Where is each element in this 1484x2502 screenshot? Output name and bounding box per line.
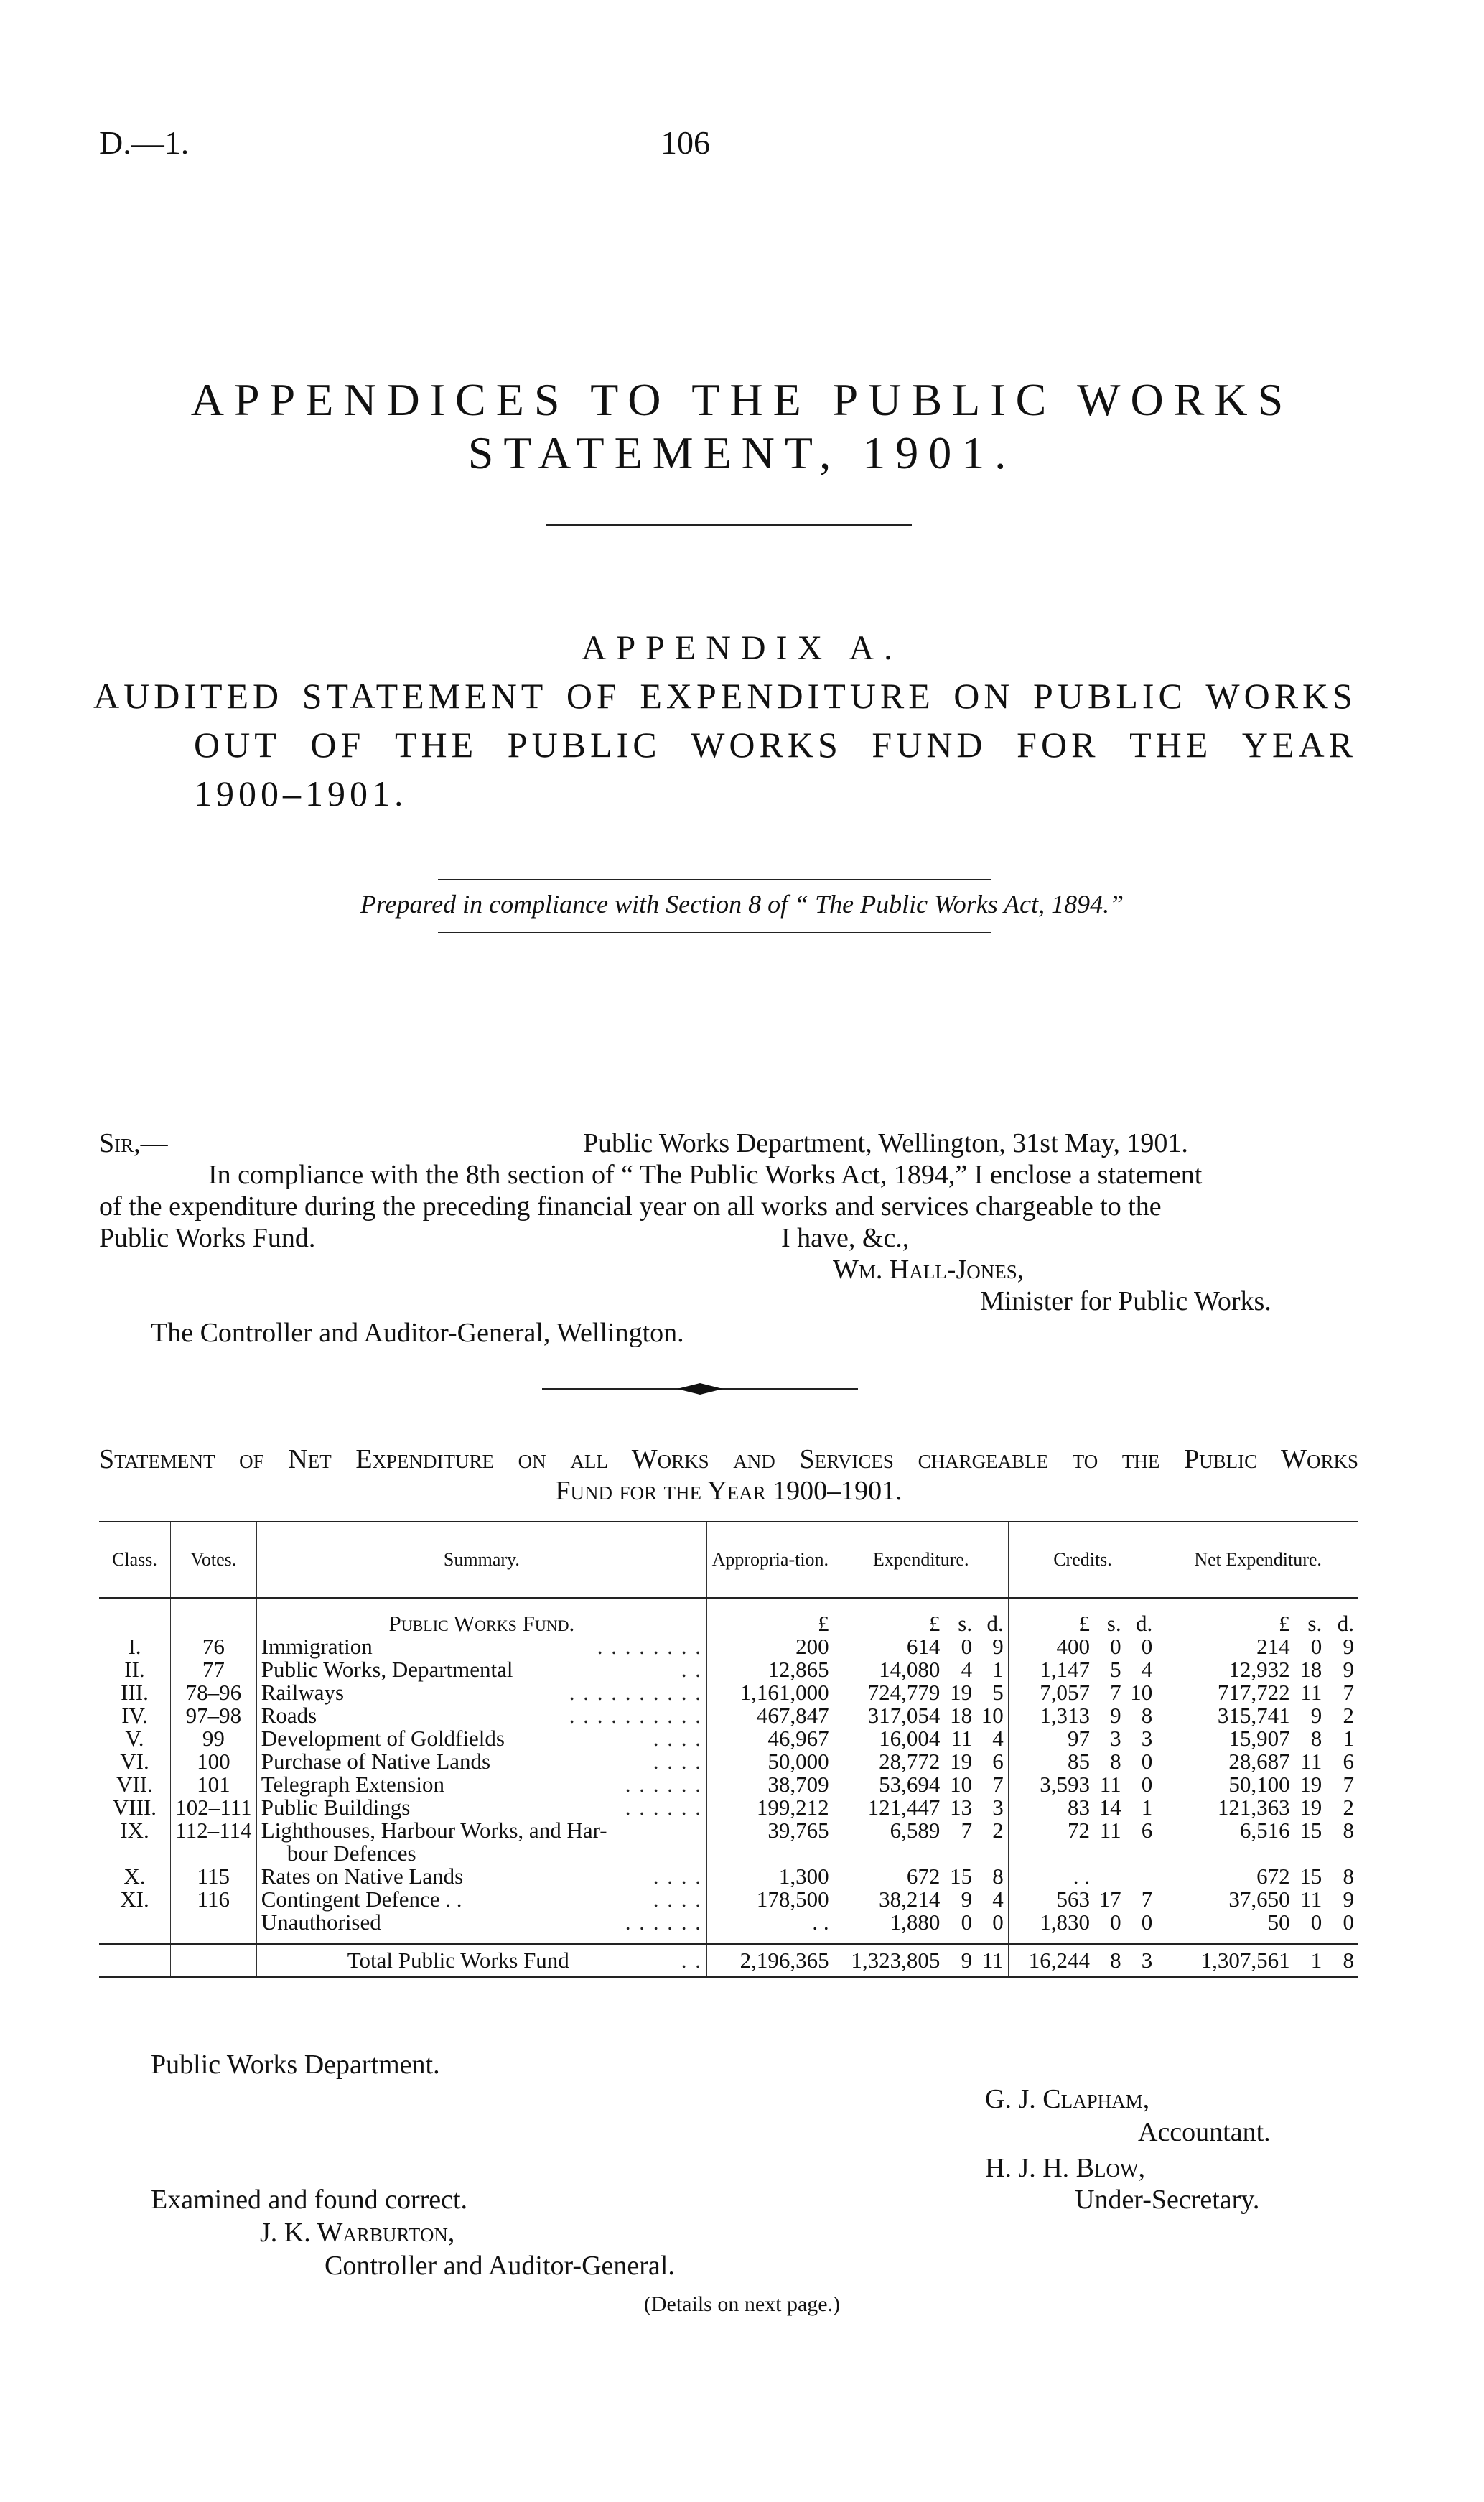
- prepared-rule-top: [438, 879, 991, 880]
- accountant-name: G. J. Clapham,: [985, 2084, 1150, 2114]
- row-credit-pounds: 1,830: [1008, 1911, 1094, 1934]
- total-label: Total Public Works Fund: [347, 1948, 569, 1973]
- row-votes: 76: [170, 1635, 256, 1658]
- row-summary-text: Lighthouses, Harbour Works, and Har-: [261, 1818, 607, 1843]
- row-exp-shillings: 10: [950, 1772, 973, 1797]
- row-net-pounds: 6,516: [1157, 1819, 1294, 1865]
- row-net-shillings: 11: [1300, 1749, 1322, 1774]
- row-exp-shillings: 0: [961, 1910, 973, 1935]
- row-net-pence: 9: [1343, 1887, 1354, 1912]
- statement-title: Statement of Net Expenditure on all Works and Services chargeable to the Public Works Fund for the Year 1900–1901.: [99, 1444, 1358, 1506]
- row-appropriation: 46,967: [707, 1727, 834, 1750]
- table-row: [99, 1750, 1358, 1773]
- section-title: Public Works Fund.: [256, 1612, 706, 1635]
- row-credit-shillings: 17: [1098, 1887, 1121, 1912]
- row-exp-shillings: 18: [950, 1703, 973, 1728]
- row-class: X.: [123, 1864, 146, 1889]
- prepared-note: Prepared in compliance with Section 8 of “ The Public Works Act, 1894.”: [360, 890, 1124, 919]
- letter-body-line-2: of the expenditure during the preceding financial year on all works and services chargeable to the: [99, 1191, 1162, 1222]
- row-summary-text: Purchase of Native Lands: [261, 1749, 491, 1774]
- row-exp-pence: 1: [992, 1657, 1004, 1682]
- letter-salutation: Sir,—: [99, 1128, 168, 1158]
- row-net-pounds: 50: [1157, 1911, 1294, 1934]
- row-exp-pounds: 614: [834, 1635, 944, 1658]
- row-net-pence: 6: [1343, 1749, 1354, 1774]
- row-exp-pence: 8: [992, 1864, 1004, 1889]
- row-summary: [256, 1888, 706, 1911]
- row-class: III.: [121, 1680, 149, 1705]
- row-net-pounds: 28,687: [1157, 1750, 1294, 1773]
- appendix-heading-line-2: OUT OF THE PUBLIC WORKS FUND FOR THE YEAR: [194, 725, 1357, 765]
- total-exp-pence: 11: [976, 1944, 1008, 1978]
- table-header-row: [99, 1522, 1358, 1598]
- row-net-pence: 0: [1343, 1910, 1354, 1935]
- row-votes: 78–96: [170, 1681, 256, 1704]
- row-exp-pounds: 14,080: [834, 1658, 944, 1681]
- row-class: VIII.: [112, 1795, 157, 1820]
- row-summary: [256, 1911, 706, 1934]
- row-net-shillings: 0: [1310, 1634, 1322, 1659]
- row-credit-shillings: [1094, 1865, 1126, 1888]
- row-class: I.: [128, 1634, 141, 1659]
- row-net-shillings: 8: [1310, 1726, 1322, 1751]
- col-expenditure: Expenditure.: [834, 1522, 1008, 1598]
- table-row: [99, 1773, 1358, 1796]
- page-title: APPENDICES TO THE PUBLIC WORKS STATEMENT, 1901.: [190, 374, 1294, 478]
- row-exp-pounds: 724,779: [834, 1681, 944, 1704]
- row-appropriation: 1,300: [707, 1865, 834, 1888]
- row-votes: 99: [170, 1727, 256, 1750]
- row-credit-pounds: 1,313: [1008, 1704, 1094, 1727]
- row-leader-dots: . . . . . . . . . .: [569, 1703, 703, 1728]
- row-credit-shillings: 11: [1099, 1818, 1121, 1843]
- row-net-pence: 7: [1343, 1772, 1354, 1797]
- row-appropriation: 38,709: [707, 1773, 834, 1796]
- row-credit-pence: 1: [1141, 1795, 1153, 1820]
- row-exp-shillings: 11: [951, 1726, 973, 1751]
- continuation-note: (Details on next page.): [643, 2292, 841, 2316]
- total-credit-pounds: 16,244: [1008, 1944, 1094, 1978]
- row-appropriation: 467,847: [707, 1704, 834, 1727]
- row-credit-shillings: 9: [1110, 1703, 1121, 1728]
- ornament-divider: [542, 1380, 858, 1398]
- row-net-pence: 7: [1343, 1680, 1354, 1705]
- col-summary: Summary.: [256, 1522, 706, 1598]
- row-summary: [256, 1750, 706, 1773]
- row-leader-dots: . .: [681, 1657, 703, 1682]
- row-credit-shillings: 5: [1110, 1657, 1121, 1682]
- row-exp-pounds: 16,004: [834, 1727, 944, 1750]
- row-net-pounds: 717,722: [1157, 1681, 1294, 1704]
- row-exp-pounds: 672: [834, 1865, 944, 1888]
- examined-note: Examined and found correct.: [151, 2185, 468, 2215]
- auditor-title: Controller and Auditor-General.: [325, 2251, 675, 2281]
- row-summary: [256, 1704, 706, 1727]
- row-exp-shillings: 4: [961, 1657, 973, 1682]
- row-credit-pounds: 7,057: [1008, 1681, 1094, 1704]
- row-credit-pounds: 85: [1008, 1750, 1094, 1773]
- col-net-expenditure: Net Expenditure.: [1157, 1522, 1358, 1598]
- row-credit-pence: 3: [1141, 1726, 1153, 1751]
- row-credit-pounds: 1,147: [1008, 1658, 1094, 1681]
- row-summary-text: Unauthorised: [261, 1910, 381, 1935]
- row-votes: 101: [170, 1773, 256, 1796]
- row-net-pounds: 15,907: [1157, 1727, 1294, 1750]
- row-appropriation: 12,865: [707, 1658, 834, 1681]
- currency-header-row: Public Works Fund. £ £ s. d. £ s. d. £ s. d.: [99, 1612, 1358, 1635]
- row-summary: [256, 1796, 706, 1819]
- row-class: VI.: [120, 1749, 149, 1774]
- row-summary: [256, 1658, 706, 1681]
- row-credit-shillings: 0: [1110, 1910, 1121, 1935]
- row-exp-pence: 6: [992, 1749, 1004, 1774]
- row-exp-pence: 2: [992, 1818, 1004, 1843]
- row-votes: 102–111: [170, 1796, 256, 1819]
- row-net-pence: 8: [1343, 1864, 1354, 1889]
- letter-signer: Wm. Hall-Jones,: [833, 1255, 1025, 1285]
- row-exp-pence: 9: [992, 1634, 1004, 1659]
- total-net-shillings: 1: [1294, 1944, 1327, 1978]
- letter-body-line-1: In compliance with the 8th section of “ The Public Works Act, 1894,” I enclose a statement: [208, 1160, 1203, 1190]
- row-credit-shillings: 14: [1098, 1795, 1121, 1820]
- row-net-pounds: 12,932: [1157, 1658, 1294, 1681]
- row-summary-text: Public Buildings: [261, 1795, 411, 1820]
- row-net-shillings: 0: [1310, 1910, 1322, 1935]
- row-votes: 116: [170, 1888, 256, 1911]
- total-exp-shillings: 9: [944, 1944, 976, 1978]
- row-votes: 97–98: [170, 1704, 256, 1727]
- row-net-pence: 1: [1343, 1726, 1354, 1751]
- row-leader-dots: . . . . . . . . . .: [569, 1680, 703, 1705]
- row-exp-pence: 5: [992, 1680, 1004, 1705]
- table-row: [99, 1796, 1358, 1819]
- row-summary-continued: bour Defences: [286, 1841, 416, 1866]
- row-summary: [256, 1681, 706, 1704]
- row-class: IV.: [121, 1703, 148, 1728]
- row-exp-pounds: 6,589: [834, 1819, 944, 1865]
- row-votes: 77: [170, 1658, 256, 1681]
- row-credit-pence: 8: [1141, 1703, 1153, 1728]
- row-class: [99, 1911, 170, 1934]
- prepared-rule-bottom: [438, 932, 991, 933]
- row-exp-shillings: 19: [950, 1749, 973, 1774]
- table-row: [99, 1865, 1358, 1888]
- row-appropriation: 200: [707, 1635, 834, 1658]
- row-votes: 115: [170, 1865, 256, 1888]
- appendix-label: APPENDIX A.: [581, 629, 903, 667]
- row-credit-pence: 0: [1141, 1772, 1153, 1797]
- row-votes: [170, 1911, 256, 1934]
- row-exp-pounds: 1,880: [834, 1911, 944, 1934]
- row-exp-shillings: 15: [950, 1864, 973, 1889]
- row-summary: [256, 1727, 706, 1750]
- total-appropriation: 2,196,365: [707, 1944, 834, 1978]
- row-summary-text: Development of Goldfields: [261, 1726, 505, 1751]
- row-net-pounds: 50,100: [1157, 1773, 1294, 1796]
- row-class: XI.: [120, 1887, 149, 1912]
- row-summary-text: Railways: [261, 1680, 345, 1705]
- table-row: [99, 1681, 1358, 1704]
- row-credit-shillings: 0: [1110, 1634, 1121, 1659]
- letter-signer-title: Minister for Public Works.: [980, 1286, 1271, 1316]
- row-net-pounds: 315,741: [1157, 1704, 1294, 1727]
- col-appropriation: Appropria-tion.: [707, 1522, 834, 1598]
- row-votes: 100: [170, 1750, 256, 1773]
- row-net-pounds: 214: [1157, 1635, 1294, 1658]
- row-appropriation: 178,500: [707, 1888, 834, 1911]
- row-credit-pence: 6: [1141, 1818, 1153, 1843]
- col-credits: Credits.: [1008, 1522, 1157, 1598]
- undersecretary-title: Under-Secretary.: [1075, 2185, 1260, 2215]
- row-credit-pounds: 400: [1008, 1635, 1094, 1658]
- row-exp-pounds: 38,214: [834, 1888, 944, 1911]
- row-credit-pence: 7: [1141, 1887, 1153, 1912]
- row-leader-dots: . . . .: [653, 1749, 703, 1774]
- table-row: [99, 1819, 1358, 1865]
- row-exp-pounds: 53,694: [834, 1773, 944, 1796]
- row-credit-shillings: 11: [1099, 1772, 1121, 1797]
- letter-body-line-3: Public Works Fund.: [99, 1223, 316, 1253]
- undersecretary-name: H. J. H. Blow,: [985, 2153, 1145, 2183]
- total-credit-shillings: 8: [1094, 1944, 1126, 1978]
- appendix-heading: [93, 671, 1357, 818]
- appendix-heading-line-1: AUDITED STATEMENT OF EXPENDITURE ON PUBLIC WORKS: [93, 676, 1357, 716]
- row-net-shillings: 11: [1300, 1887, 1322, 1912]
- row-exp-shillings: 0: [961, 1634, 973, 1659]
- document-reference: D.—1.: [99, 124, 190, 161]
- total-exp-pounds: 1,323,805: [834, 1944, 944, 1978]
- row-net-shillings: 15: [1299, 1818, 1322, 1843]
- table-row: [99, 1658, 1358, 1681]
- row-net-pounds: 121,363: [1157, 1796, 1294, 1819]
- row-credit-pounds: 97: [1008, 1727, 1094, 1750]
- row-leader-dots: . . . .: [653, 1887, 703, 1912]
- row-appropriation: 50,000: [707, 1750, 834, 1773]
- total-net-pounds: 1,307,561: [1157, 1944, 1294, 1978]
- row-votes: 112–114: [170, 1819, 256, 1865]
- row-exp-pence: 7: [992, 1772, 1004, 1797]
- row-exp-pounds: 121,447: [834, 1796, 944, 1819]
- row-summary: [256, 1819, 706, 1865]
- table-row: [99, 1704, 1358, 1727]
- letter-closing: I have, &c.,: [781, 1223, 910, 1253]
- row-leader-dots: . . . . . .: [625, 1772, 703, 1797]
- table-row: [99, 1911, 1358, 1934]
- row-net-shillings: 19: [1299, 1772, 1322, 1797]
- row-class: V.: [125, 1726, 144, 1751]
- expenditure-table: [99, 1521, 1358, 1978]
- row-exp-shillings: 13: [950, 1795, 973, 1820]
- row-exp-pence: 0: [992, 1910, 1004, 1935]
- letter-dateline: Public Works Department, Wellington, 31st May, 1901.: [583, 1128, 1188, 1158]
- row-credit-pounds: 563: [1008, 1888, 1094, 1911]
- row-appropriation: . .: [707, 1911, 834, 1934]
- row-summary-text: Immigration: [261, 1634, 373, 1659]
- row-exp-pence: 10: [981, 1703, 1004, 1728]
- row-credit-pence: [1126, 1865, 1157, 1888]
- row-credit-shillings: 8: [1110, 1749, 1121, 1774]
- row-net-pounds: 37,650: [1157, 1888, 1294, 1911]
- row-summary-text: Contingent Defence . .: [261, 1887, 462, 1912]
- row-net-shillings: 19: [1299, 1795, 1322, 1820]
- row-net-shillings: 9: [1310, 1703, 1322, 1728]
- total-credit-pence: 3: [1126, 1944, 1157, 1978]
- row-net-pounds: 672: [1157, 1865, 1294, 1888]
- row-credit-pence: 0: [1141, 1910, 1153, 1935]
- row-net-shillings: 18: [1299, 1657, 1322, 1682]
- signature-department: Public Works Department.: [151, 2050, 440, 2080]
- row-credit-pence: 10: [1130, 1680, 1153, 1705]
- row-exp-shillings: 9: [961, 1887, 973, 1912]
- row-appropriation: 199,212: [707, 1796, 834, 1819]
- row-summary-text: Roads: [261, 1703, 317, 1728]
- row-net-shillings: 11: [1300, 1680, 1322, 1705]
- row-credit-pounds: . .: [1008, 1865, 1094, 1888]
- row-credit-shillings: 3: [1110, 1726, 1121, 1751]
- row-appropriation: 1,161,000: [707, 1681, 834, 1704]
- row-summary-text: Public Works, Departmental: [261, 1657, 513, 1682]
- row-net-pence: 2: [1343, 1795, 1354, 1820]
- row-net-pence: 2: [1343, 1703, 1354, 1728]
- row-exp-pence: 4: [992, 1887, 1004, 1912]
- row-credit-pounds: 3,593: [1008, 1773, 1094, 1796]
- total-row: Total Public Works Fund . . 2,196,365 1,323,805 9 11 16,244 8 3 1,307,561 1 8: [99, 1944, 1358, 1978]
- row-exp-shillings: 7: [961, 1818, 973, 1843]
- row-class: IX.: [120, 1818, 149, 1843]
- appendix-heading-line-3: 1900–1901.: [194, 773, 408, 814]
- auditor-name: J. K. Warburton,: [260, 2218, 455, 2248]
- col-votes: Votes.: [170, 1522, 256, 1598]
- row-class: VII.: [116, 1772, 153, 1797]
- row-exp-pounds: 317,054: [834, 1704, 944, 1727]
- row-summary-text: Telegraph Extension: [261, 1772, 444, 1797]
- title-divider: [546, 524, 912, 526]
- table-row: [99, 1635, 1358, 1658]
- row-summary: [256, 1635, 706, 1658]
- table-row: [99, 1727, 1358, 1750]
- row-exp-pence: 4: [992, 1726, 1004, 1751]
- row-exp-pounds: 28,772: [834, 1750, 944, 1773]
- row-exp-pence: 3: [992, 1795, 1004, 1820]
- row-net-shillings: 15: [1299, 1864, 1322, 1889]
- row-leader-dots: . . . . . . . .: [597, 1634, 703, 1659]
- row-leader-dots: . . . . . .: [625, 1910, 703, 1935]
- letter-addressee: The Controller and Auditor-General, Wellington.: [151, 1318, 684, 1348]
- row-leader-dots: . . . .: [653, 1864, 703, 1889]
- row-net-pence: 8: [1343, 1818, 1354, 1843]
- total-net-pence: 8: [1326, 1944, 1358, 1978]
- row-exp-shillings: 19: [950, 1680, 973, 1705]
- page-number: 106: [661, 124, 710, 161]
- row-credit-pounds: 72: [1008, 1819, 1094, 1865]
- row-summary-text: Rates on Native Lands: [261, 1864, 464, 1889]
- row-class: II.: [124, 1657, 145, 1682]
- row-summary: [256, 1773, 706, 1796]
- row-summary: [256, 1865, 706, 1888]
- row-credit-pounds: 83: [1008, 1796, 1094, 1819]
- row-net-pence: 9: [1343, 1634, 1354, 1659]
- col-class: Class.: [99, 1522, 170, 1598]
- row-appropriation: 39,765: [707, 1819, 834, 1865]
- row-leader-dots: . . . . . .: [625, 1795, 703, 1820]
- row-credit-pence: 0: [1141, 1634, 1153, 1659]
- row-credit-pence: 0: [1141, 1749, 1153, 1774]
- row-net-pence: 9: [1343, 1657, 1354, 1682]
- accountant-title: Accountant.: [1138, 2117, 1271, 2147]
- table-row: [99, 1888, 1358, 1911]
- row-credit-shillings: 7: [1110, 1680, 1121, 1705]
- row-leader-dots: . . . .: [653, 1726, 703, 1751]
- row-credit-pence: 4: [1141, 1657, 1153, 1682]
